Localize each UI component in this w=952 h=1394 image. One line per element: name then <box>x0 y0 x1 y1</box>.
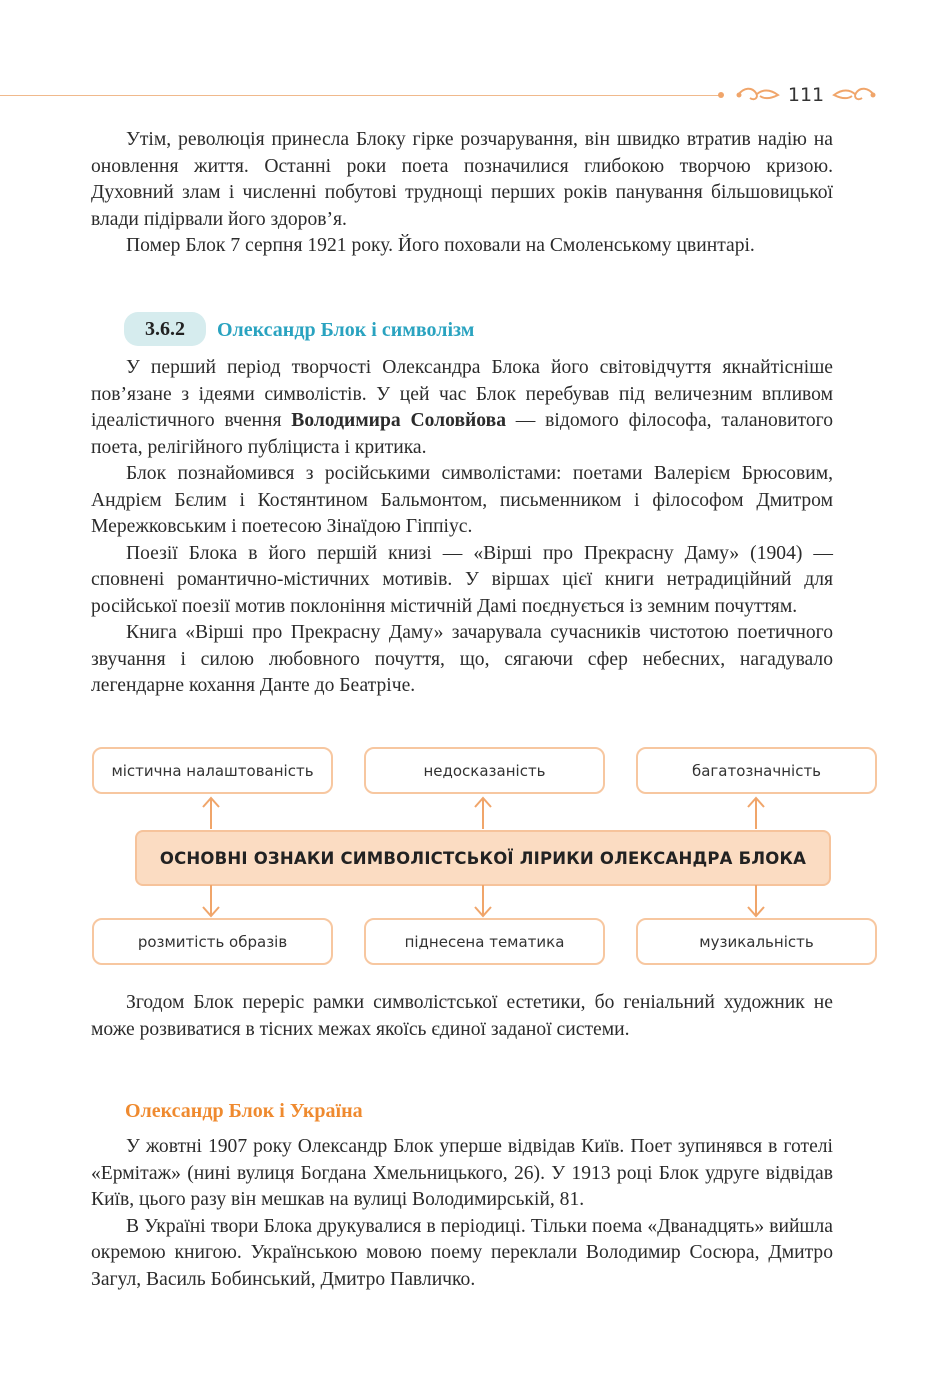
feature-box-bottom-1: розмитість образів <box>92 918 333 965</box>
feature-box-top-3: багатозначність <box>636 747 877 794</box>
header-rule-end-dot <box>718 92 724 98</box>
arrow-up-icon <box>746 796 766 830</box>
paragraph: Утім, революція принесла Блоку гірке розчарування, він швидко втратив надію на оновлення життя. Останні роки поета позначилися глибокою творчою кризою. Духовний злам і численні побутові труднощі перших років панування більшовицької влади підірвали його здоров’я. <box>91 129 833 230</box>
diagram-center-title: ОСНОВНІ ОЗНАКИ СИМВОЛІСТСЬКОЇ ЛІРИКИ ОЛЕКСАНДРА БЛОКА <box>135 830 831 886</box>
subheading-ukraine: Олександр Блок і Україна <box>125 1100 363 1122</box>
ukraine-text <box>91 1134 833 1293</box>
feature-box-top-2: недосказаність <box>364 747 605 794</box>
paragraph: Книга «Вірші про Прекрасну Даму» зачарувала сучасників чистотою поетичного звучання і силою любовного почуття, що, сягаючи сфер небесних, нагадувало легендарне кохання Данте до Беатріче. <box>91 622 833 696</box>
paragraph <box>91 355 833 461</box>
arrow-down-icon <box>473 884 493 918</box>
after-diagram-text <box>91 990 833 1043</box>
ornament-left-icon <box>734 85 782 105</box>
paragraph: У жовтні 1907 року Олександр Блок уперше відвідав Київ. Поет зупинявся в готелі «Ермітаж» (нині вулиця Богдана Хмельницького, 26). У 1913 році Блок удруге відвідав Київ, цього разу він мешкав на вулиці Володимирській, 81. <box>91 1136 833 1210</box>
section-number-badge: 3.6.2 <box>124 312 206 346</box>
paragraph-text: — відомого філософа, талановитого поета, релігійного публіциста і критика. <box>91 410 833 458</box>
paragraph: Блок познайомився з російськими символістами: поетами Валерієм Брюсовим, Андрієм Бєлим і Костянтином Бальмонтом, письменником і філософом Дмитром Мережковським і поетесою Зінаїдою Гіппіус. <box>91 463 833 537</box>
paragraph: Згодом Блок переріс рамки символістської естетики, бо геніальний художник не може розвиватися в тісних межах якоїсь єдиної заданої системи. <box>91 992 833 1040</box>
intro-text <box>91 127 833 260</box>
paragraph: Поезії Блока в його першій книзі — «Вірші про Прекрасну Даму» (1904) — сповнені романтично-містичних мотивів. У віршах цієї книги нетрадиційний для російської поезії мотив поклоніння містичній Дамі поєднується із земним почуттям. <box>91 542 833 617</box>
bold-name: Володимира Соловйова <box>291 410 506 431</box>
arrow-down-icon <box>746 884 766 918</box>
section-title: Олександр Блок і символізм <box>217 319 475 341</box>
paragraph: В Україні твори Блока друкувалися в періодиці. Тільки поема «Дванадцять» вийшла окремою книгою. Українською мовою поему переклали Володимир Сосюра, Дмитро Загул, Василь Бобинський, Дмитро Павличко. <box>91 1215 833 1290</box>
feature-box-top-1: містична налаштованість <box>92 747 333 794</box>
paragraph: Помер Блок 7 серпня 1921 року. Його поховали на Смоленському цвинтарі. <box>126 235 755 256</box>
arrow-up-icon <box>473 796 493 830</box>
ornament-right-icon <box>830 85 878 105</box>
feature-box-bottom-2: піднесена тематика <box>364 918 605 965</box>
section-text <box>91 355 833 700</box>
header-rule <box>0 95 722 96</box>
page-number: 111 <box>787 84 825 106</box>
paragraph-text: У перший період творчості Олександра Блока його світовідчуття якнайтісніше пов’язане з ідеями символістів. У цей час Блок перебував під величезним впливом ідеалістичного вчення <box>91 357 833 431</box>
arrow-down-icon <box>201 884 221 918</box>
arrow-up-icon <box>201 796 221 830</box>
feature-box-bottom-3: музикальність <box>636 918 877 965</box>
